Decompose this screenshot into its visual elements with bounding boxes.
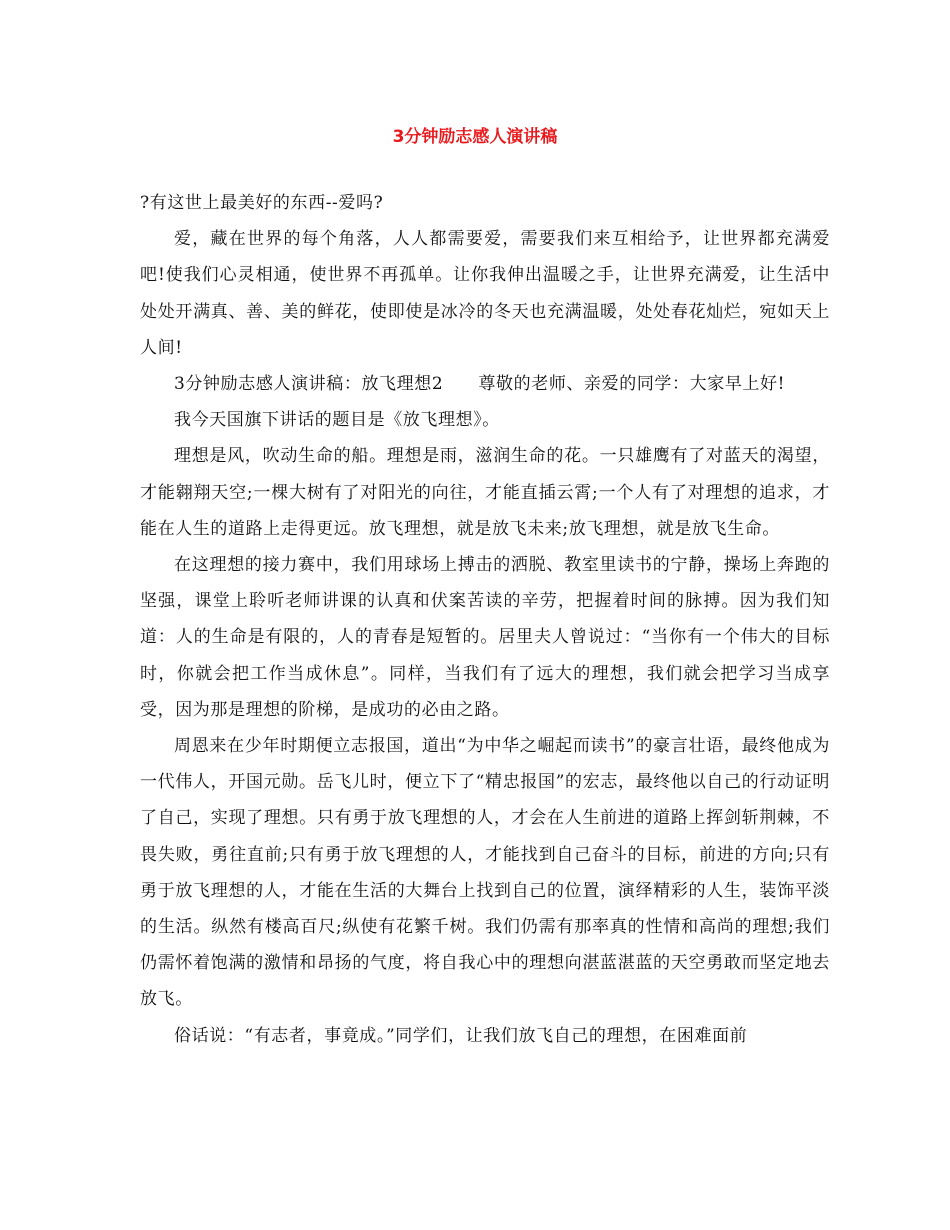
paragraph-relay: 在这理想的接力赛中，我们用球场上搏击的洒脱、教室里读书的宁静，操场上奔跑的坚强，课堂上聆听老师讲课的认真和伏案苦读的辛劳，把握着时间的脉搏。因为我们知道：人的生命是有限的，人的青春是短暂的。居里夫人曾说过：“当你有一个伟大的目标时，你就会把工作当成休息”。同样，当我们有了远大的理想，我们就会把学习当成享受，因为那是理想的阶梯，是成功的必由之路。 <box>140 555 830 720</box>
document-body <box>140 185 830 1054</box>
paragraph-love: 爱，藏在世界的每个角落，人人都需要爱，需要我们来互相给予，让世界都充满爱吧!使我们心灵相通，使世界不再孤单。让你我伸出温暖之手，让世界充满爱，让生活中处处开满真、善、美的鲜花，使即使是冰冷的冬天也充满温暖，处处春花灿烂，宛如天上人间! <box>140 229 830 358</box>
document-title: 3分钟励志感人演讲稿 <box>392 127 558 147</box>
paragraph-proverb: 俗话说：“有志者，事竟成。”同学们，让我们放飞自己的理想，在困难面前 <box>174 1025 748 1046</box>
paragraph-question: ?有这世上最美好的东西--爱吗? <box>140 193 384 213</box>
paragraph-ideal-wind: 理想是风，吹动生命的船。理想是雨，滋润生命的花。一只雄鹰有了对蓝天的渴望，才能翱翔天空;一棵大树有了对阳光的向往，才能直插云霄;一个人有了对理想的追求，才能在人生的道路上走得更远。放飞理想，就是放飞未来;放飞理想，就是放飞生命。 <box>140 446 830 539</box>
paragraph-topic: 我今天国旗下讲话的题目是《放飞理想》。 <box>174 410 500 431</box>
paragraph-examples: 周恩来在少年时期便立志报国，道出“为中华之崛起而读书”的豪言壮语，最终他成为一代伟人，开国元勋。岳飞儿时，便立下了“精忠报国”的宏志，最终他以自己的行动证明了自己，实现了理想。只有勇于放飞理想的人，才会在人生前进的道路上挥剑斩荆棘，不畏失败，勇往直前;只有勇于放飞理想的人，才能找到自己奋斗的目标，前进的方向;只有勇于放飞理想的人，才能在生活的大舞台上找到自己的位置，演绎精彩的人生，装饰平淡的生活。纵然有楼高百尺;纵使有花繁千树。我们仍需有那率真的性情和高尚的理想;我们仍需怀着饱满的激情和昂扬的气度，将自我心中的理想向湛蓝湛蓝的天空勇敢而坚定地去放飞。 <box>140 736 830 1010</box>
paragraph-greeting: 3分钟励志感人演讲稿：放飞理想2 尊敬的老师、亲爱的同学：大家早上好! <box>174 374 786 395</box>
